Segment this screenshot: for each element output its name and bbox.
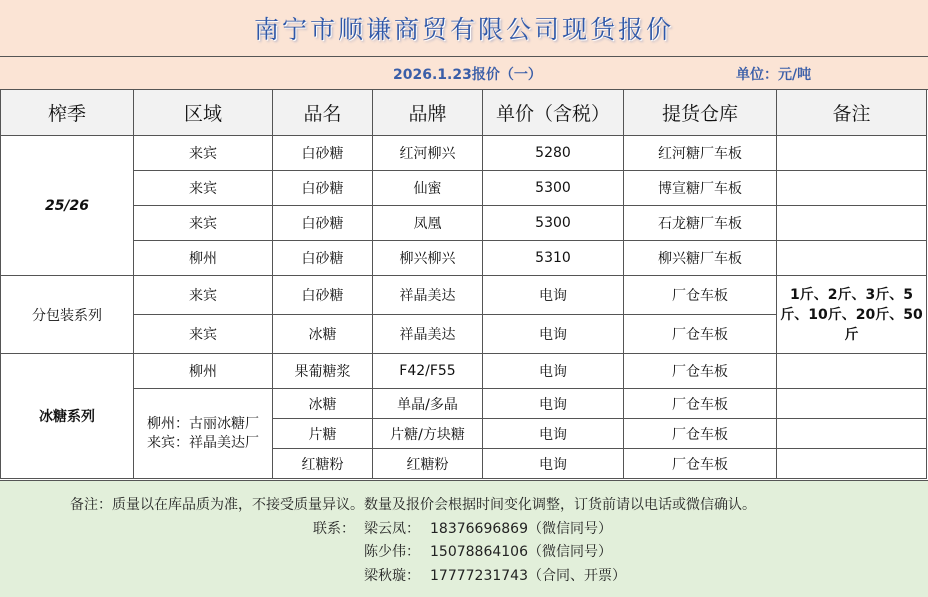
table-row: [1, 354, 927, 389]
brand-cell: 片糖/方块糖: [373, 419, 483, 449]
brand-cell: 红糖粉: [373, 449, 483, 479]
quote-date: 2026.1.23报价（一）: [393, 67, 542, 83]
footer-notes: [0, 480, 928, 597]
contact-phone: 18376696869（微信同号）: [430, 521, 612, 537]
brand-cell: 祥晶美达: [373, 276, 483, 315]
table-row: [1, 206, 927, 241]
col-header-season: 榨季: [1, 90, 134, 136]
subheader-bar: [0, 56, 928, 90]
note-cell: [777, 136, 927, 171]
contact-name: 陈少伟：: [364, 544, 420, 560]
price-cell: 5280: [483, 136, 624, 171]
season-cell: 25/26: [1, 136, 134, 276]
unit-label: 单位：元/吨: [736, 67, 812, 83]
col-header-warehouse: 提货仓库: [624, 90, 777, 136]
note-cell: [777, 206, 927, 241]
brand-cell: 柳兴柳兴: [373, 241, 483, 276]
product-cell: 片糖: [273, 419, 373, 449]
region-cell: 来宾: [134, 276, 273, 315]
product-cell: 红糖粉: [273, 449, 373, 479]
warehouse-cell: 红河糖厂车板: [624, 136, 777, 171]
price-cell: 5310: [483, 241, 624, 276]
price-cell: 电询: [483, 315, 624, 354]
warehouse-cell: 厂仓车板: [624, 449, 777, 479]
warehouse-cell: 柳兴糖厂车板: [624, 241, 777, 276]
col-header-brand: 品牌: [373, 90, 483, 136]
warehouse-cell: 厂仓车板: [624, 276, 777, 315]
table-row: [1, 241, 927, 276]
col-header-product: 品名: [273, 90, 373, 136]
warehouse-cell: 石龙糖厂车板: [624, 206, 777, 241]
price-cell: 电询: [483, 354, 624, 389]
brand-cell: 单晶/多晶: [373, 389, 483, 419]
contact-phone: 15078864106（微信同号）: [430, 544, 612, 560]
col-header-region: 区域: [134, 90, 273, 136]
region-cell: 柳州: [134, 354, 273, 389]
product-cell: 果葡糖浆: [273, 354, 373, 389]
region-line: 柳州：古丽冰糖厂: [147, 415, 259, 432]
price-cell: 电询: [483, 276, 624, 315]
product-cell: 白砂糖: [273, 136, 373, 171]
product-cell: 冰糖: [273, 389, 373, 419]
col-header-note: 备注: [777, 90, 927, 136]
table-row: [1, 136, 927, 171]
price-cell: 5300: [483, 171, 624, 206]
region-cell: 来宾: [134, 171, 273, 206]
product-cell: 白砂糖: [273, 206, 373, 241]
note-cell: [777, 171, 927, 206]
warehouse-cell: 博宣糖厂车板: [624, 171, 777, 206]
warehouse-cell: 厂仓车板: [624, 389, 777, 419]
price-cell: 电询: [483, 419, 624, 449]
price-table: [0, 89, 927, 479]
remark-text: 备注：质量以在库品质为准，不接受质量异议。数量及报价会根据时间变化调整，订货前请以电话或微信确认。: [70, 497, 756, 513]
warehouse-cell: 厂仓车板: [624, 419, 777, 449]
price-cell: 电询: [483, 449, 624, 479]
brand-cell: 祥晶美达: [373, 315, 483, 354]
col-header-price: 单价（含税）: [483, 90, 624, 136]
merged-region-cell: [134, 389, 273, 479]
note-cell: [777, 449, 927, 479]
rock-series-label: 冰糖系列: [1, 354, 134, 479]
contact-name: 梁云凤：: [364, 521, 420, 537]
brand-cell: F42/F55: [373, 354, 483, 389]
product-cell: 白砂糖: [273, 241, 373, 276]
price-cell: 5300: [483, 206, 624, 241]
brand-cell: 凤凰: [373, 206, 483, 241]
note-cell: [777, 419, 927, 449]
region-cell: 柳州: [134, 241, 273, 276]
warehouse-cell: 厂仓车板: [624, 315, 777, 354]
table-header-row: [1, 90, 927, 136]
region-cell: 来宾: [134, 206, 273, 241]
table-row: [1, 171, 927, 206]
note-cell: [777, 354, 927, 389]
note-cell: [777, 241, 927, 276]
pack-series-label: 分包装系列: [1, 276, 134, 354]
contact-phone: 17777231743（合同、开票）: [430, 568, 626, 584]
contact-name: 梁秋璇：: [364, 568, 420, 584]
contact-label: 联系：: [313, 521, 355, 537]
product-cell: 白砂糖: [273, 171, 373, 206]
price-cell: 电询: [483, 389, 624, 419]
brand-cell: 仙蜜: [373, 171, 483, 206]
warehouse-cell: 厂仓车板: [624, 354, 777, 389]
page-title: 南宁市顺谦商贸有限公司现货报价: [253, 15, 674, 44]
pack-size-note: 1斤、2斤、3斤、5斤、10斤、20斤、50斤: [777, 276, 927, 354]
region-cell: 来宾: [134, 136, 273, 171]
region-cell: 来宾: [134, 315, 273, 354]
table-row: [1, 389, 927, 419]
region-line: 来宾：祥晶美达厂: [147, 434, 259, 451]
title-bar: [0, 0, 928, 56]
product-cell: 冰糖: [273, 315, 373, 354]
product-cell: 白砂糖: [273, 276, 373, 315]
brand-cell: 红河柳兴: [373, 136, 483, 171]
note-cell: [777, 389, 927, 419]
table-row: [1, 276, 927, 315]
